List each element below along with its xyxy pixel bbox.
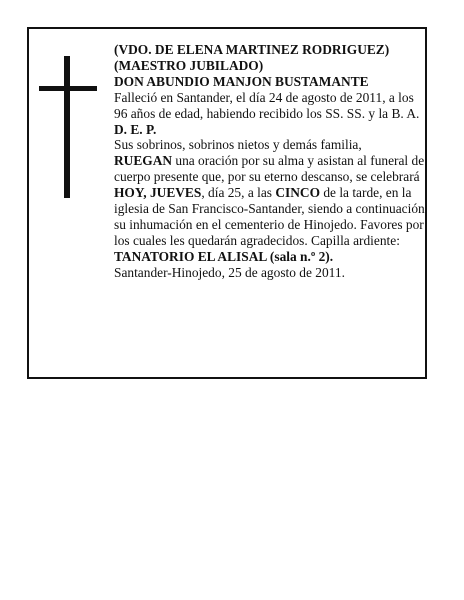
cross-icon (39, 56, 97, 198)
funeral-request (114, 153, 426, 264)
cross-vertical-bar (64, 56, 70, 198)
deceased-name: DON ABUNDIO MANJON BUSTAMANTE (114, 73, 369, 89)
widower-line: (VDO. DE ELENA MARTINEZ RODRIGUEZ) (114, 42, 390, 57)
cross-horizontal-bar (39, 86, 97, 91)
request-word: RUEGAN (114, 153, 173, 169)
request-text-3: de la tarde, en la iglesia de San Francisco-Santander, siendo a continuación su inhumación en el cementerio de Hinojedo. Favores por los cuales les quedarán agradecidos. Capilla ardiente: (114, 185, 425, 248)
profession-line: (MAESTRO JUBILADO) (114, 57, 264, 73)
funeral-day: HOY, JUEVES (114, 185, 202, 201)
obituary-notice (27, 27, 427, 379)
funeral-hour: CINCO (275, 185, 320, 201)
chapel-name: TANATORIO EL ALISAL (sala n.º 2). (114, 248, 334, 264)
request-text-2: , día 25, a las (201, 185, 276, 201)
family-line: Sus sobrinos, sobrinos nietos y demás familia, (114, 137, 362, 153)
place-date: Santander-Hinojedo, 25 de agosto de 2011. (114, 264, 345, 280)
request-text-1: una oración por su alma y asistan al funeral de cuerpo presente que, por su eterno descanso, se celebrará (114, 153, 425, 185)
rest-in-peace: D. E. P. (114, 121, 157, 137)
notice-text (114, 42, 426, 281)
death-announcement: Falleció en Santander, el día 24 de agosto de 2011, a los 96 años de edad, habiendo recibido los SS. SS. y la B. A. (114, 89, 420, 121)
